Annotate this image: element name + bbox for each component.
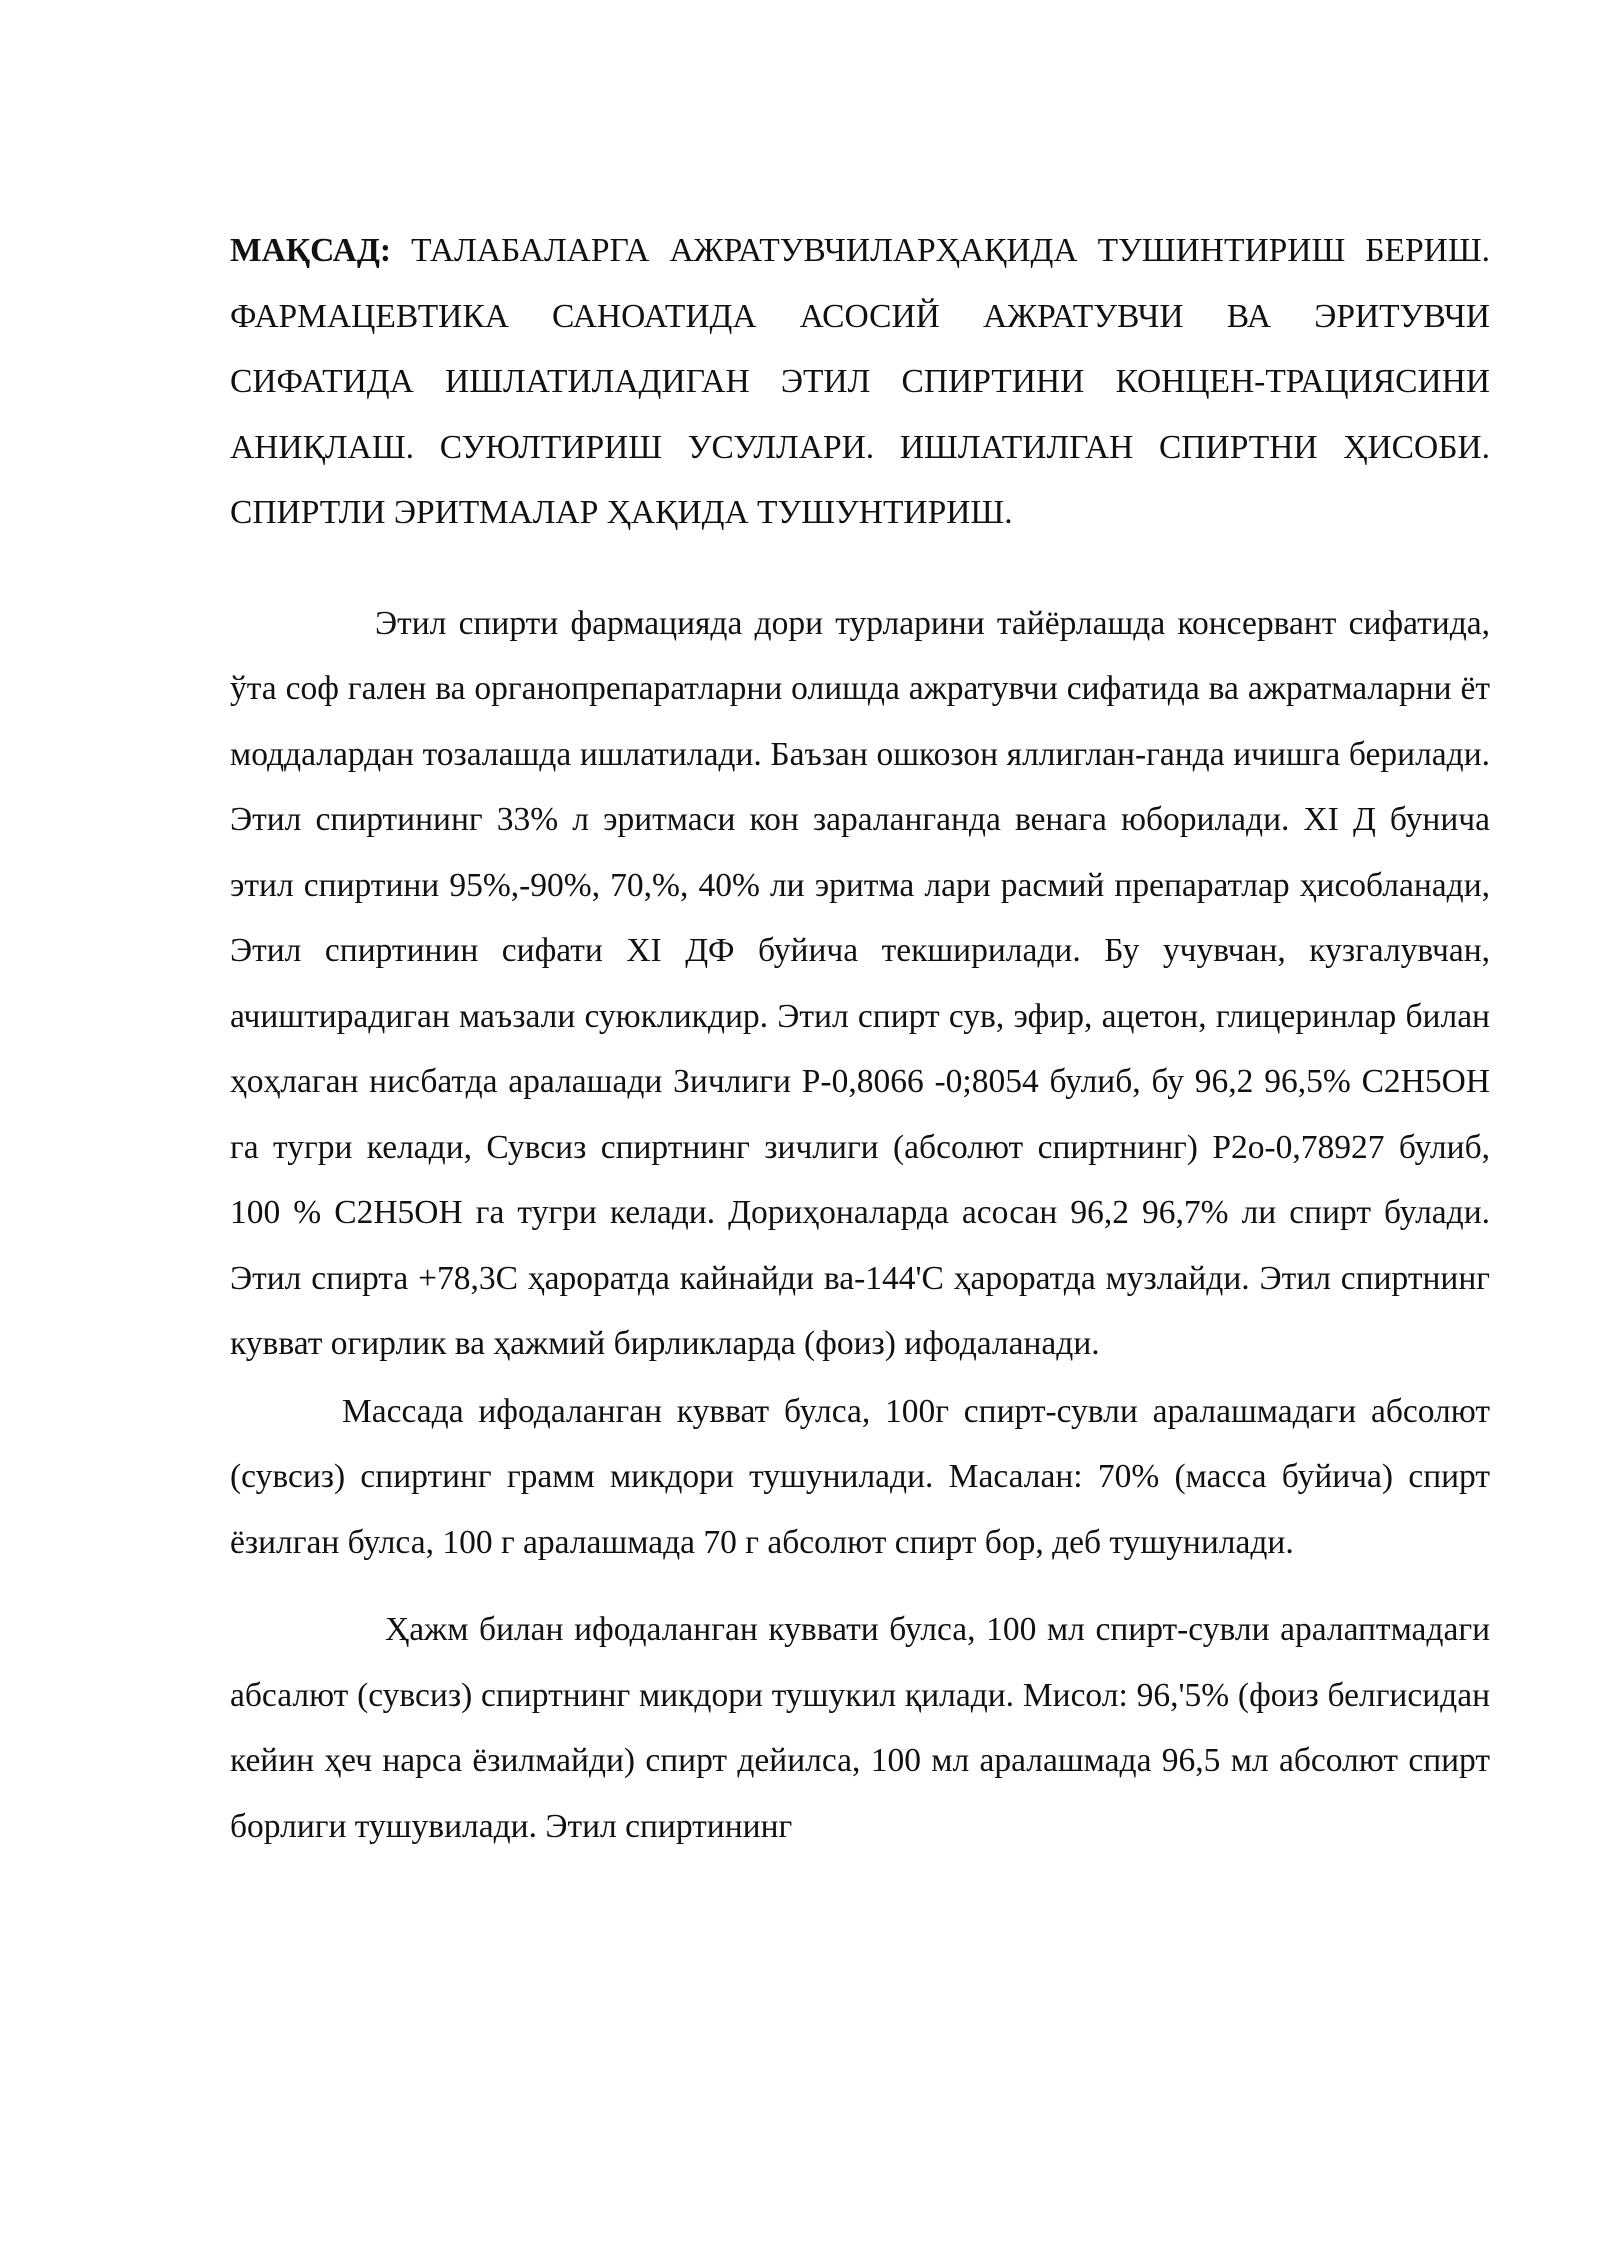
paragraph-mass-strength: Массада ифодаланган кувват булса, 100г спирт-сувли аралашмадаги абсолют (сувсиз) спиртинг грамм микдори тушунилади. Масалан: 70% (масса буйича) спирт ёзилган булса, 100 г аралашмада 70 г абсолют спирт бор, деб тушунилади.	[230, 1392, 1490, 1561]
paragraph-ethanol-uses: Этил спирти фармацияда дори турларини тайёрлашда консервант сифатида, ўта соф гален ва органопрепаратларни олишда ажратувчи сифатида ва ажратмаларни ёт моддалардан тозалашда ишлатилади. Баъзан ошкозон яллиглан-ганда ичишга берилади. Этил спиртининг 33% л эритмаси кон зараланганда венага юборилади. XI Д бунича этил спиртини 95%,-90%, 70,%, 40% ли эритма лари расмий препаратлар ҳисобланади, Этил спиртинин сифати XI ДФ буйича текширилади. Бу учувчан, кузгалувчан, ачиштирадиган маъзали суюкликдир. Этил спирт сув, эфир, ацетон, глицеринлар билан ҳоҳлаган нисбатда аралашади Зичлиги Р-0,8066 -0;8054 булиб, бу 96,2 96,5% С2Н5ОН га тугри келади, Сувсиз спиртнинг зичлиги (абсолют спиртнинг) Р2о-0,78927 булиб, 100 % С2Н5ОН га тугри келади. Дориҳоналарда асосан 96,2 96,7% ли спирт булади. Этил спирта +78,3С ҳароратда кайнайди ва-144'С ҳароратда музлайди. Этил спиртнинг кувват огирлик ва ҳажмий бирликларда (фоиз) ифодаланади.	[230, 604, 1490, 1362]
objective-label: МАҚСАД:	[230, 232, 392, 269]
paragraph-volume-strength: Ҳажм билан ифодаланган куввати булса, 100 мл спирт-сувли аралаптмадаги абсалют (сувсиз) спиртнинг микдори тушукил қилади. Мисол: 96,'5% (фоиз белгисидан кейин ҳеч нарса ёзилмайди) спирт дейилса, 100 мл аралашмада 96,5 мл абсолют спирт борлиги тушувилади. Этил спиртининг	[230, 1611, 1490, 1845]
objective-header	[230, 218, 1490, 546]
section-gap	[230, 546, 1490, 591]
objective-text: ТАЛАБАЛАРГА АЖРАТУВЧИЛАРҲАҚИДА ТУШИНТИРИШ БЕРИШ. ФАРМАЦЕВТИКА САНОАТИДА АСОСИЙ АЖРАТУВЧИ ВА ЭРИТУВЧИ СИФАТИДА ИШЛАТИЛАДИГАН ЭТИЛ СПИРТИНИ КОНЦЕН-ТРАЦИЯСИНИ АНИҚЛАШ. СУЮЛТИРИШ УСУЛЛАРИ. ИШЛАТИЛГАН СПИРТНИ ҲИСОБИ. СПИРТЛИ ЭРИТМАЛАР ҲАҚИДА ТУШУНТИРИШ.	[230, 232, 1490, 531]
